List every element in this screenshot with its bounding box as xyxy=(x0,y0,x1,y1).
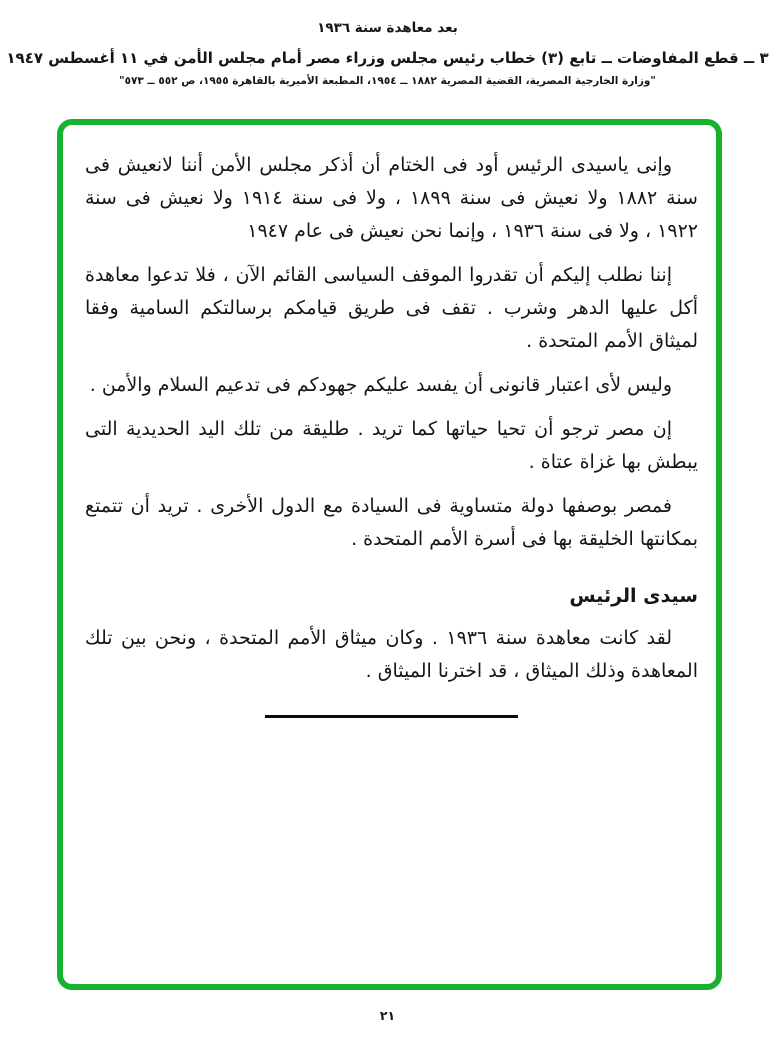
green-highlight-box xyxy=(57,119,722,990)
page-number: ٢١ xyxy=(379,1008,396,1023)
closing-paragraph: لقد كانت معاهدة سنة ١٩٣٦ . وكان ميثاق الأمم المتحدة ، ونحن بين تلك المعاهدة وذلك الميثاق ، قد اخترنا الميثاق . xyxy=(85,627,698,682)
page-header xyxy=(0,20,775,87)
document-body-text xyxy=(63,125,716,718)
header-document-title: ٣ ــ قطع المفاوضات ــ تابع (٣) خطاب رئيس مجلس وزراء مصر أمام مجلس الأمن في ١١ أغسطس ١٩٤٧ xyxy=(6,49,769,67)
divider-rule xyxy=(265,715,518,718)
paragraph-5: فمصر بوصفها دولة متساوية فى السيادة مع الدول الأخرى . تريد أن تتمتع بمكانتها الخليقة بها فى أسرة الأمم المتحدة . xyxy=(85,495,698,550)
paragraph-1: وإنى ياسيدى الرئيس أود فى الختام أن أذكر مجلس الأمن أننا لانعيش فى سنة ١٨٨٢ ولا نعيش فى سنة ١٨٩٩ ، ولا فى سنة ١٩١٤ ولا نعيش فى سنة ١٩٢٢ ، ولا فى سنة ١٩٣٦ ، وإنما نحن نعيش فى عام ١٩٤٧ xyxy=(85,154,698,242)
paragraph-2: إننا نطلب إليكم أن تقدروا الموقف السياسى القائم الآن ، فلا تدعوا معاهدة أكل عليها الدهر وشرب . تقف فى طريق قيامكم برسالتكم السامية وفقا لميثاق الأمم المتحدة . xyxy=(85,264,698,352)
section-heading: سيدى الرئيس xyxy=(569,585,698,607)
header-series-title: بعد معاهدة سنة ١٩٣٦ xyxy=(317,20,458,36)
paragraph-4: إن مصر ترجو أن تحيا حياتها كما تريد . طليقة من تلك اليد الحديدية التى يبطش بها غزاة عتاة . xyxy=(85,418,698,473)
paragraph-3: وليس لأى اعتبار قانونى أن يفسد عليكم جهودكم فى تدعيم السلام والأمن . xyxy=(89,374,672,396)
header-source-citation: "وزارة الخارجية المصرية، القضية المصرية ١٨٨٢ ــ ١٩٥٤، المطبعة الأميرية بالقاهرة ١٩٥٥، ص ٥٥٢ ــ ٥٧٣" xyxy=(119,75,656,87)
